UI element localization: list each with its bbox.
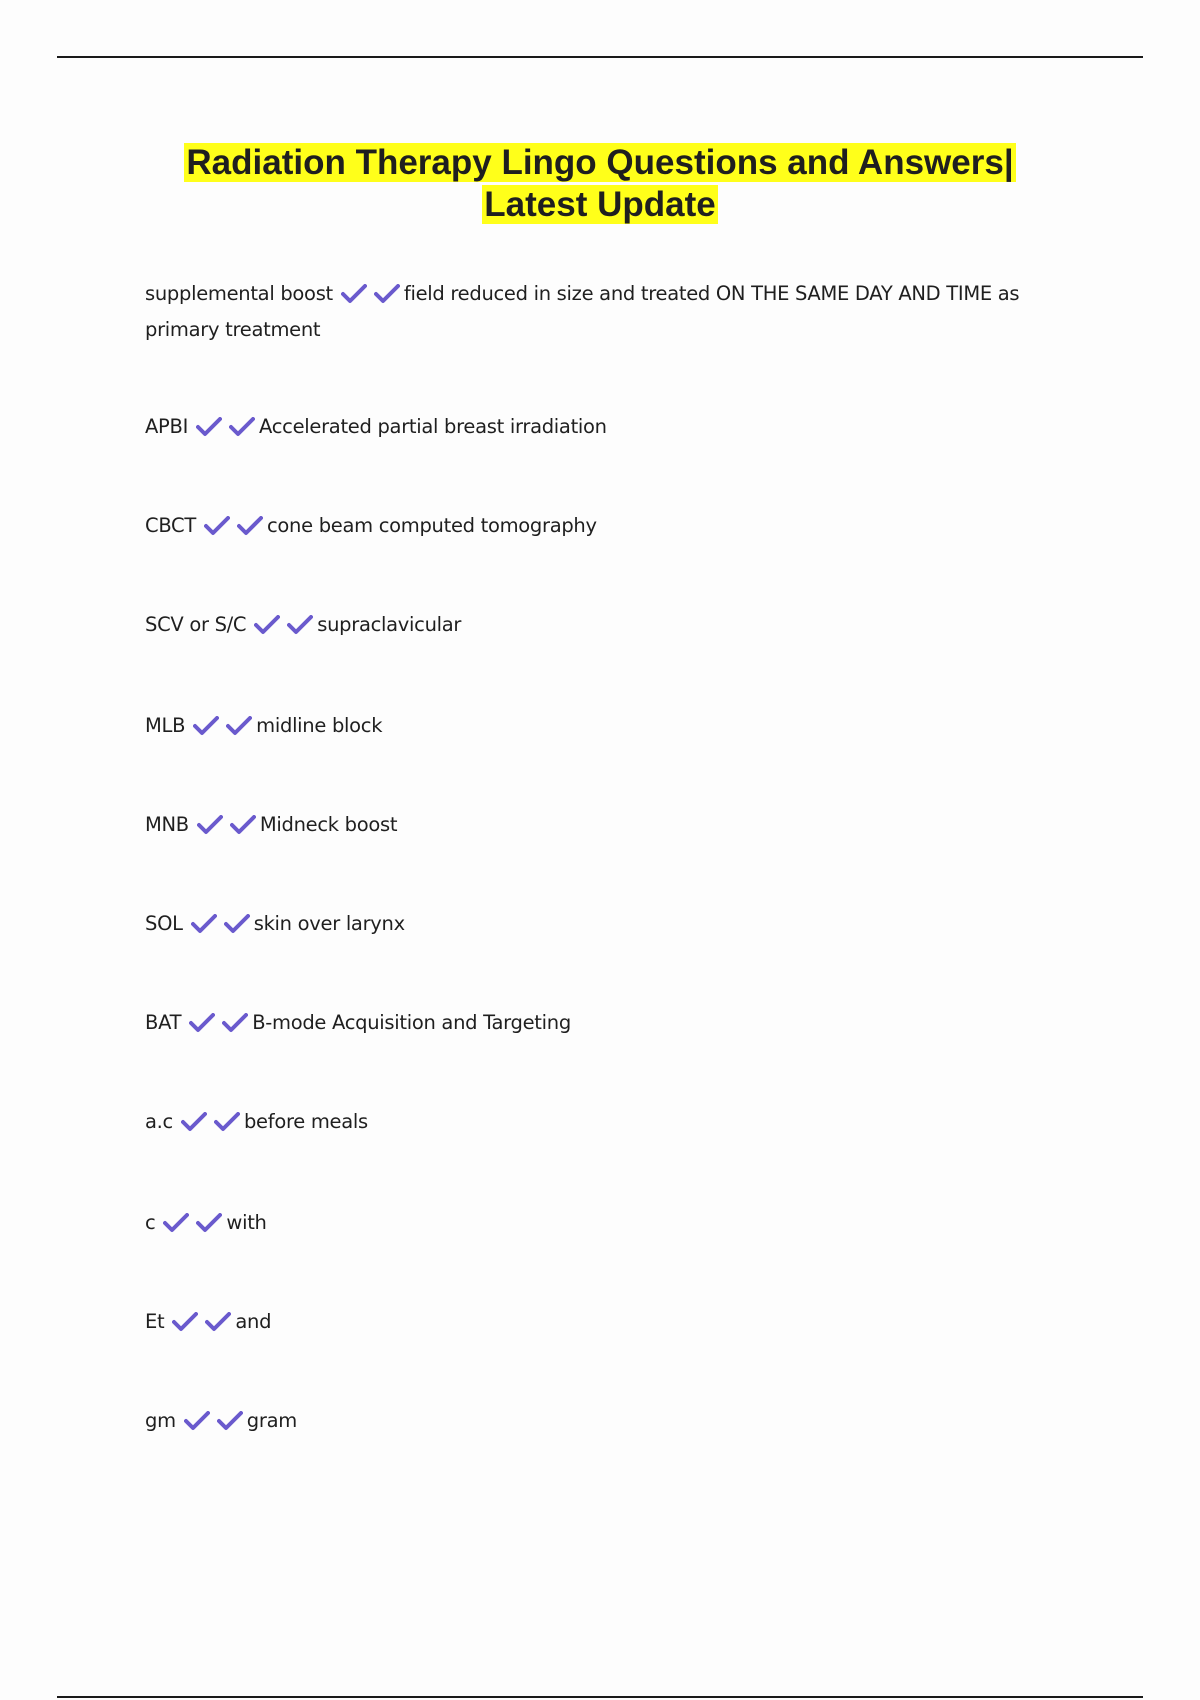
qa-item bbox=[145, 1306, 1065, 1342]
qa-definition: supraclavicular bbox=[317, 613, 462, 636]
double-check-icon bbox=[193, 714, 252, 746]
qa-term: BAT bbox=[145, 1011, 182, 1034]
document-title bbox=[100, 142, 1100, 226]
qa-term: a.c bbox=[145, 1110, 173, 1133]
title-line-1: Radiation Therapy Lingo Questions and Answers| bbox=[186, 143, 1014, 182]
double-check-icon bbox=[184, 1409, 243, 1441]
qa-term: SOL bbox=[145, 912, 183, 935]
qa-term: Et bbox=[145, 1310, 165, 1333]
qa-term: supplemental boost bbox=[145, 282, 333, 305]
qa-definition: with bbox=[226, 1211, 267, 1234]
qa-item bbox=[145, 1405, 1065, 1441]
qa-term: SCV or S/C bbox=[145, 613, 247, 636]
qa-item bbox=[145, 710, 1065, 746]
qa-item bbox=[145, 1207, 1065, 1243]
double-check-icon bbox=[191, 912, 250, 944]
double-check-icon bbox=[197, 813, 256, 845]
double-check-icon bbox=[204, 514, 263, 546]
double-check-icon bbox=[163, 1211, 222, 1243]
qa-term: MNB bbox=[145, 813, 189, 836]
double-check-icon bbox=[254, 613, 313, 645]
qa-definition: B-mode Acquisition and Targeting bbox=[252, 1011, 571, 1034]
qa-item bbox=[145, 1007, 1065, 1043]
qa-item bbox=[145, 411, 1065, 447]
qa-item bbox=[145, 908, 1065, 944]
qa-definition: Midneck boost bbox=[259, 813, 398, 836]
qa-definition: Accelerated partial breast irradiation bbox=[259, 415, 607, 438]
qa-term: c bbox=[145, 1211, 156, 1234]
top-rule bbox=[57, 56, 1143, 58]
qa-term: APBI bbox=[145, 415, 189, 438]
double-check-icon bbox=[196, 415, 255, 447]
title-line-2: Latest Update bbox=[484, 185, 716, 224]
qa-item bbox=[145, 1106, 1065, 1142]
qa-item bbox=[145, 809, 1065, 845]
qa-definition: and bbox=[235, 1310, 272, 1333]
bottom-rule bbox=[57, 1696, 1143, 1698]
qa-definition: cone beam computed tomography bbox=[266, 514, 597, 537]
qa-term: CBCT bbox=[145, 514, 196, 537]
qa-term: MLB bbox=[145, 714, 186, 737]
double-check-icon bbox=[189, 1011, 248, 1043]
double-check-icon bbox=[341, 282, 400, 314]
qa-definition: field reduced in size and treated ON THE SAME DAY AND TIME as primary treatment bbox=[145, 282, 1020, 341]
double-check-icon bbox=[172, 1310, 231, 1342]
qa-definition: skin over larynx bbox=[253, 912, 405, 935]
qa-term: gm bbox=[145, 1409, 176, 1432]
qa-item bbox=[145, 510, 1065, 546]
qa-definition: gram bbox=[246, 1409, 297, 1432]
double-check-icon bbox=[181, 1110, 240, 1142]
qa-item bbox=[145, 609, 1065, 645]
qa-item bbox=[145, 278, 1065, 346]
qa-definition: before meals bbox=[243, 1110, 368, 1133]
qa-definition: midline block bbox=[256, 714, 383, 737]
